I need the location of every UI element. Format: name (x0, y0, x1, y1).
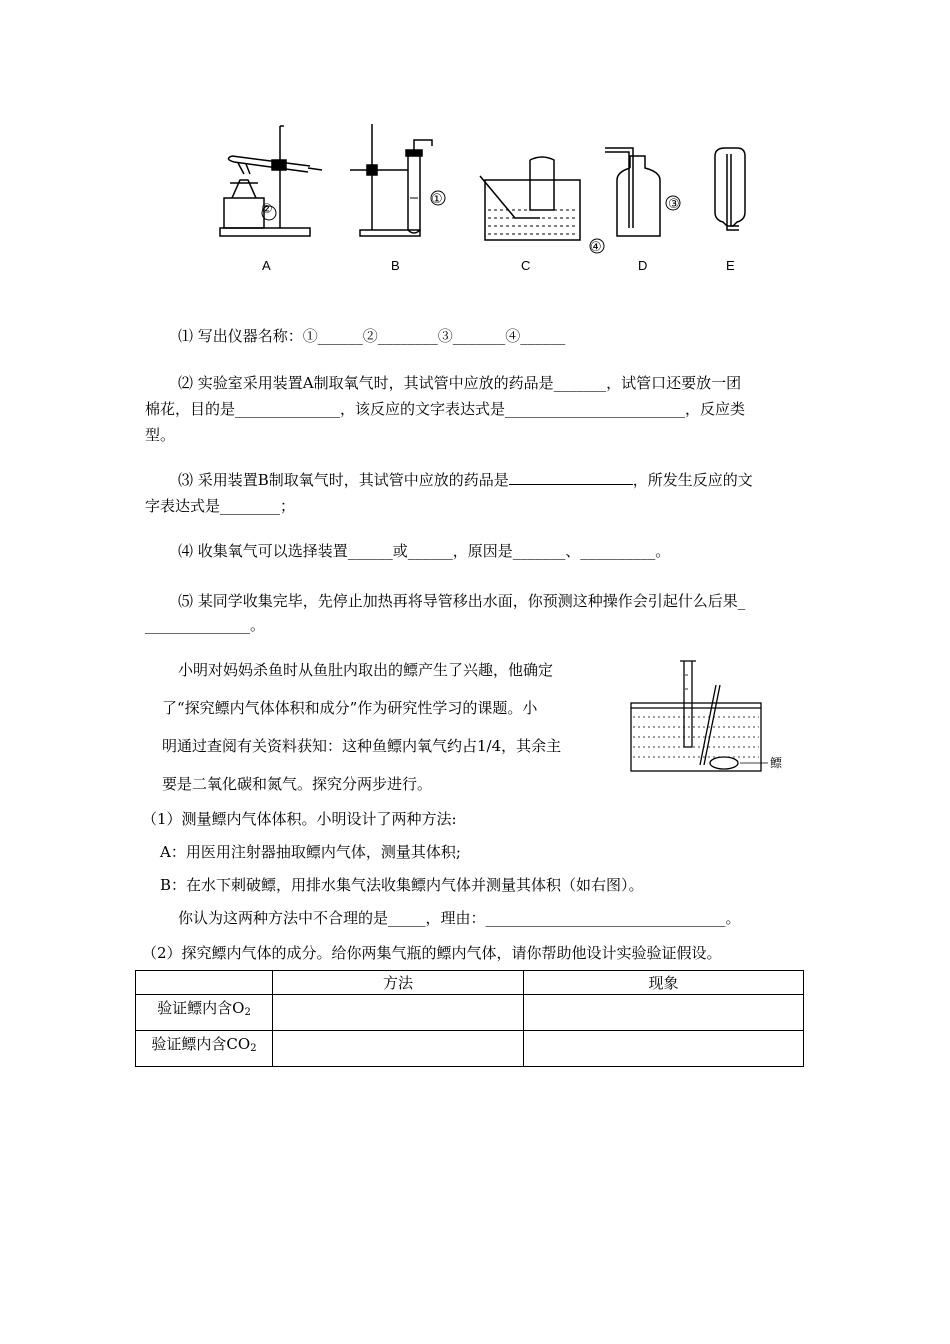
row-label-o2-text: 验证鳔内含O (157, 999, 245, 1017)
apparatus-figure (210, 118, 770, 283)
question-3-text-end: ，所发生反应的文 (632, 471, 753, 489)
figure-label-e: E (726, 258, 735, 273)
part-2: （2）探究鳔内气体的成分。给你两集气瓶的鳔内气体，请你帮助他设计实验验证假设。 (142, 944, 722, 962)
row-label-o2-sub: 2 (244, 1007, 251, 1018)
row-label-co2 (136, 1031, 273, 1067)
question-4: ⑷ 收集氧气可以选择装置______或______，原因是_______、__________。 (178, 542, 671, 560)
marker-2: ② (261, 201, 273, 216)
verification-table (135, 970, 804, 1067)
part-1-question: 你认为这两种方法中不合理的是_____，理由：________________________________。 (178, 909, 741, 927)
answer-blank[interactable] (509, 470, 633, 485)
question-2-line-1: ⑵ 实验室采用装置A制取氧气时，其试管中应放的药品是_______，试管口还要放一团 (178, 374, 742, 392)
row-label-co2-sub: 2 (250, 1043, 257, 1054)
question-5-line-2: ______________。 (145, 616, 266, 634)
part-1: （1）测量鳔内气体体积。小明设计了两种方法: (142, 810, 457, 828)
apparatus-c (480, 157, 604, 253)
table-header-row (136, 971, 804, 995)
passage-line-4: 要是二氧化碳和氮气。探究分两步进行。 (162, 775, 433, 793)
passage-line-1: 小明对妈妈杀鱼时从鱼肚内取出的鳔产生了兴趣，他确定 (178, 661, 554, 679)
question-3-text: ⑶ 采用装置B制取氧气时，其试管中应放的药品是 (178, 471, 509, 489)
marker-1: ① (431, 191, 443, 206)
figure-label-b: B (391, 258, 400, 273)
phenomenon-cell-co2[interactable] (524, 1031, 804, 1067)
question-3-line-2: 字表达式是________； (145, 497, 296, 515)
table-row (136, 1031, 804, 1067)
table-row (136, 995, 804, 1031)
apparatus-e (715, 148, 745, 230)
figure-label-c: C (521, 258, 531, 273)
table-header-cell (136, 971, 273, 995)
fish-bladder-label: 鳔 (770, 756, 783, 770)
question-3-line-1 (178, 469, 753, 490)
marker-4: ④ (590, 239, 602, 254)
method-cell-o2[interactable] (273, 995, 524, 1031)
figure-label-d: D (638, 258, 648, 273)
question-5-line-1: ⑸ 某同学收集完毕，先停止加热再将导管移出水面，你预测这种操作会引起什么后果_ (178, 592, 746, 610)
apparatus-a (220, 126, 322, 236)
phenomenon-cell-o2[interactable] (524, 995, 804, 1031)
question-2-line-3: 型。 (145, 426, 176, 444)
question-1: ⑴ 写出仪器名称：①______②________③_______④______ (178, 327, 566, 345)
table-header-phenomenon: 现象 (524, 971, 804, 995)
row-label-o2 (136, 995, 273, 1031)
passage-line-2: 了“探究鳔内气体体积和成分”作为研究性学习的课题。小 (162, 699, 538, 717)
fish-bladder-figure (628, 655, 793, 775)
figure-label-a: A (262, 258, 271, 273)
table-header-method: 方法 (273, 971, 524, 995)
part-1-method-b: B：在水下刺破鳔，用排水集气法收集鳔内气体并测量其体积（如右图）。 (160, 876, 644, 894)
row-label-co2-text: 验证鳔内含CO (151, 1035, 251, 1053)
apparatus-b (350, 124, 445, 236)
method-cell-co2[interactable] (273, 1031, 524, 1067)
question-2-line-2: 棉花，目的是______________，该反应的文字表达式是________________________，反应类 (145, 400, 746, 418)
passage-line-3: 明通过查阅有关资料获知：这种鱼鳔内氧气约占1/4，其余主 (162, 737, 562, 755)
part-1-method-a: A：用医用注射器抽取鳔内气体，测量其体积; (160, 843, 461, 861)
marker-3: ③ (668, 196, 680, 211)
apparatus-d (605, 148, 680, 236)
